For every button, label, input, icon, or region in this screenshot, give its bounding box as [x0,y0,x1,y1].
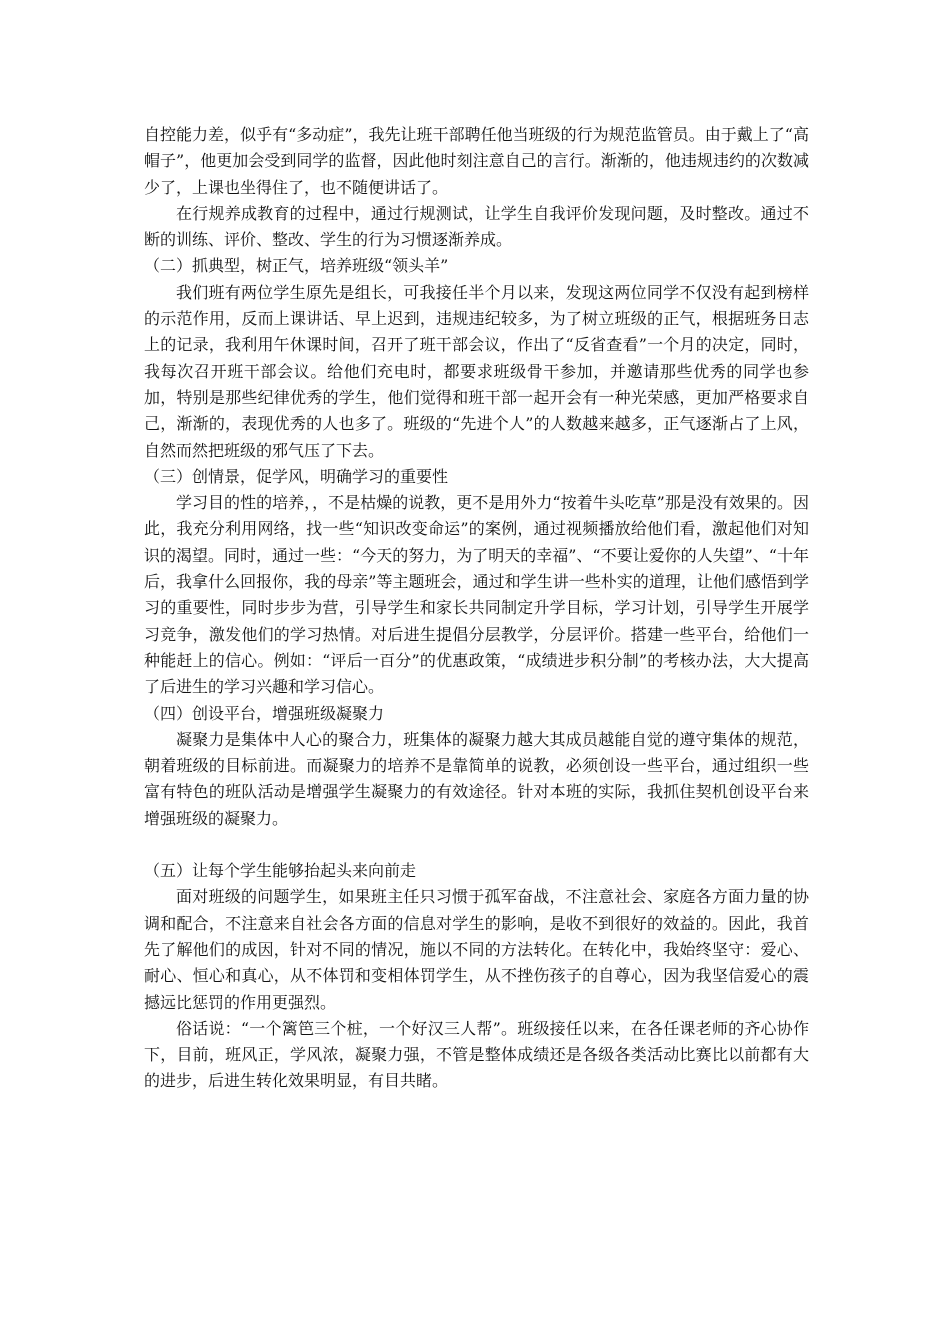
paragraph-1: 自控能力差，似乎有“多动症”，我先让班干部聘任他当班级的行为规范监管员。由于戴上了“高帽子”，他更加会受到同学的监督，因此他时刻注意自己的言行。渐渐的，他违规违约的次数减少了，上课也坐得住了，也不随便讲话了。 [144,125,809,197]
paragraph-4: 学习目的性的培养，，不是枯燥的说教，更不是用外力“按着牛头吃草”那是没有效果的。因此，我充分利用网络，找一些“知识改变命运”的案例，通过视频播放给他们看，激起他们对知识的渴望。同时，通过一些：“今天的努力，为了明天的幸福”、“不要让爱你的人失望”、“十年后，我拿什么回报你，我的母亲”等主题班会，通过和学生讲一些朴实的道理，让他们感悟到学习的重要性，同时步步为营，引导学生和家长共同制定升学目标，学习计划，引导学生开展学习竞争，激发他们的学习热情。对后进生提倡分层教学，分层评价。搭建一些平台，给他们一种能赶上的信心。例如：“评后一百分”的优惠政策，“成绩进步积分制”的考核办法，大大提高了后进生的学习兴趣和学习信心。 [144,493,809,697]
section-heading-4: （四）创设平台，增强班级凝聚力 [144,703,385,723]
blank-line [144,832,809,858]
paragraph-7: 俗话说：“一个篱笆三个桩，一个好汉三人帮”。班级接任以来，在各任课老师的齐心协作下，目前，班风正，学风浓，凝聚力强，不管是整体成绩还是各级各类活动比赛比以前都有大的进步，后进生转化效果明显，有目共睹。 [144,1018,809,1091]
document-page [144,122,809,1095]
paragraph-3: 我们班有两位学生原先是组长，可我接任半个月以来，发现这两位同学不仅没有起到榜样的示范作用，反而上课讲话、早上迟到，违规违纪较多，为了树立班级的正气，根据班务日志上的记录，我利用午休课时间，召开了班干部会议，作出了“反省查看”一个月的决定，同时，我每次召开班干部会议。给他们充电时，都要求班级骨干参加，并邀请那些优秀的同学也参加，特别是那些纪律优秀的学生，他们觉得和班干部一起开会有一种光荣感，更加严格要求自己，渐渐的，表现优秀的人也多了。班级的“先进个人”的人数越来越多，正气逐渐占了上风，自然而然把班级的邪气压了下去。 [144,282,809,460]
paragraph-2: 在行规养成教育的过程中，通过行规测试，让学生自我评价发现问题，及时整改。通过不断的训练、评价、整改、学生的行为习惯逐渐养成。 [144,203,809,250]
section-heading-3: （三）创情景，促学风，明确学习的重要性 [144,466,449,486]
paragraph-6: 面对班级的问题学生，如果班主任只习惯于孤军奋战，不注意社会、家庭各方面力量的协调和配合，不注意来自社会各方面的信息对学生的影响，是收不到很好的效益的。因此，我首先了解他们的成因，针对不同的情况，施以不同的方法转化。在转化中，我始终坚守：爱心、耐心、恒心和真心，从不体罚和变相体罚学生，从不挫伤孩子的自尊心，因为我坚信爱心的震撼远比惩罚的作用更强烈。 [144,887,809,1012]
section-heading-5: （五）让每个学生能够抬起头来向前走 [144,861,417,881]
section-heading-2: （二）抓典型，树正气，培养班级“领头羊” [144,256,449,276]
paragraph-5: 凝聚力是集体中人心的聚合力，班集体的凝聚力越大其成员越能自觉的遵守集体的规范，朝着班级的目标前进。而凝聚力的培养不是靠简单的说教，必须创设一些平台，通过组织一些富有特色的班队活动是增强学生凝聚力的有效途径。针对本班的实际，我抓住契机创设平台来增强班级的凝聚力。 [144,729,809,828]
